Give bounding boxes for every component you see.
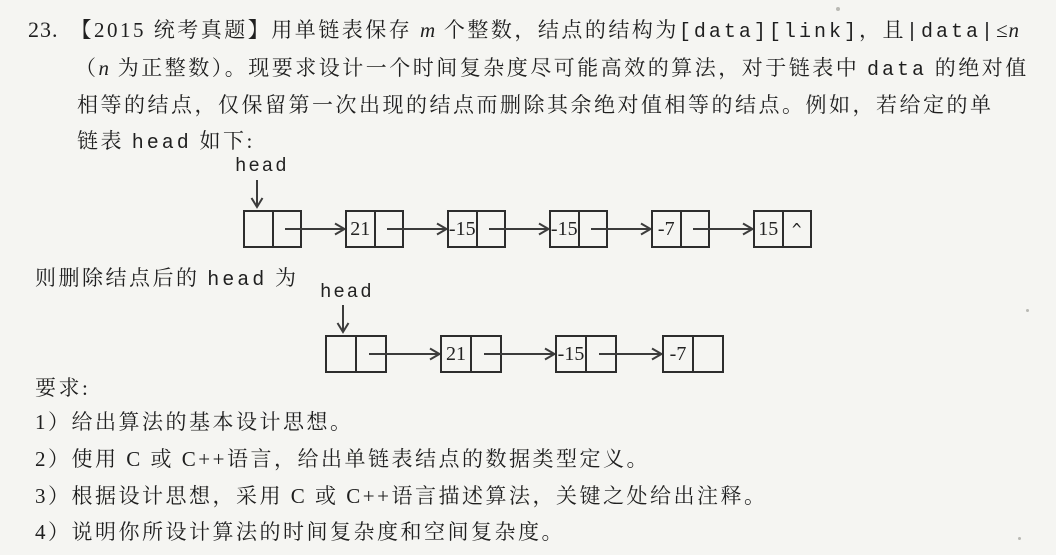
node-null-marker: ^ [782, 212, 811, 246]
next-pointer-arrow [369, 347, 442, 361]
node-data-cell: -15 [551, 217, 578, 240]
inline-code-node-structure: [data][link] [678, 21, 859, 44]
node-data-cell: 21 [350, 217, 371, 240]
text-segment: 1）给出算法的基本设计思想。 [35, 410, 354, 434]
math-var-n: n [1008, 18, 1020, 42]
node-data-cell: -7 [657, 217, 675, 240]
node-data-cell [327, 337, 355, 371]
problem-text-after-delete [35, 262, 299, 292]
question-number: 23. [28, 17, 59, 42]
list-node-tail [662, 335, 724, 373]
next-pointer-arrow [599, 347, 664, 361]
scan-speck [1026, 309, 1029, 312]
text-segment: 链表 [77, 129, 132, 153]
list-node-tail [753, 210, 812, 248]
next-pointer-arrow [484, 347, 557, 361]
inline-code-abs-data: |data| [905, 21, 996, 44]
next-pointer-arrow [387, 222, 449, 236]
node-link-cell [692, 337, 722, 371]
text-segment: ，且 [858, 18, 906, 42]
text-segment: 4）说明你所设计算法的时间复杂度和空间复杂度。 [35, 520, 565, 544]
text-segment: 为 [267, 266, 299, 290]
text-segment: 个整数，结点的结构为 [436, 18, 679, 42]
scan-speck [1018, 537, 1021, 540]
node-data-cell: -7 [669, 342, 687, 365]
text-segment: 2）使用 C 或 C++语言，给出单链表结点的数据类型定义。 [35, 447, 650, 471]
text-segment: 3）根据设计思想，采用 C 或 C++语言描述算法，关键之处给出注释。 [35, 484, 768, 508]
text-segment: 相等的结点，仅保留第一次出现的结点而删除其余绝对值相等的结点。例如，若给定的单 [77, 93, 994, 117]
next-pointer-arrow [489, 222, 551, 236]
problem-text-line-1 [28, 14, 1020, 44]
math-var-m: m [420, 18, 437, 42]
requirement-item-4 [35, 516, 565, 546]
node-data-cell [245, 212, 272, 246]
node-data-cell: 15 [758, 217, 779, 240]
requirements-heading [35, 372, 90, 402]
math-var-n: n [98, 56, 110, 80]
node-data-cell: -15 [449, 217, 476, 240]
leq-symbol: ≤ [995, 18, 1009, 42]
node-data-cell: -15 [557, 342, 585, 365]
text-segment: 则删除结点后的 [35, 266, 208, 290]
text-segment: 要求: [35, 376, 91, 400]
node-data-cell: 21 [446, 342, 466, 365]
text-segment: 为正整数）。现要求设计一个时间复杂度尽可能高效的算法，对于链表中 [110, 56, 867, 80]
head-pointer-label: head [235, 155, 289, 177]
problem-text-line-4 [77, 125, 255, 155]
next-pointer-arrow [693, 222, 755, 236]
next-pointer-arrow [285, 222, 347, 236]
text-segment: 如下: [191, 129, 255, 153]
requirement-item-2 [35, 443, 650, 473]
problem-text-line-2 [75, 52, 1029, 82]
next-pointer-arrow [591, 222, 653, 236]
head-pointer-label: head [320, 281, 374, 303]
text-segment: 的绝对值 [927, 56, 1029, 80]
linked-list-diagram-after [310, 281, 740, 376]
problem-text-line-3 [77, 89, 994, 119]
head-down-arrow-icon [250, 180, 264, 210]
text-segment: （ [75, 56, 99, 80]
inline-code-data: data [867, 59, 928, 82]
text-segment: 【2015 统考真题】用单链表保存 [70, 18, 420, 42]
inline-code-head: head [131, 132, 192, 155]
requirement-item-1 [35, 406, 354, 436]
head-down-arrow-icon [336, 305, 350, 335]
scan-speck [836, 7, 840, 11]
linked-list-diagram-before [233, 155, 833, 250]
requirement-item-3 [35, 480, 767, 510]
inline-code-head: head [207, 269, 268, 292]
